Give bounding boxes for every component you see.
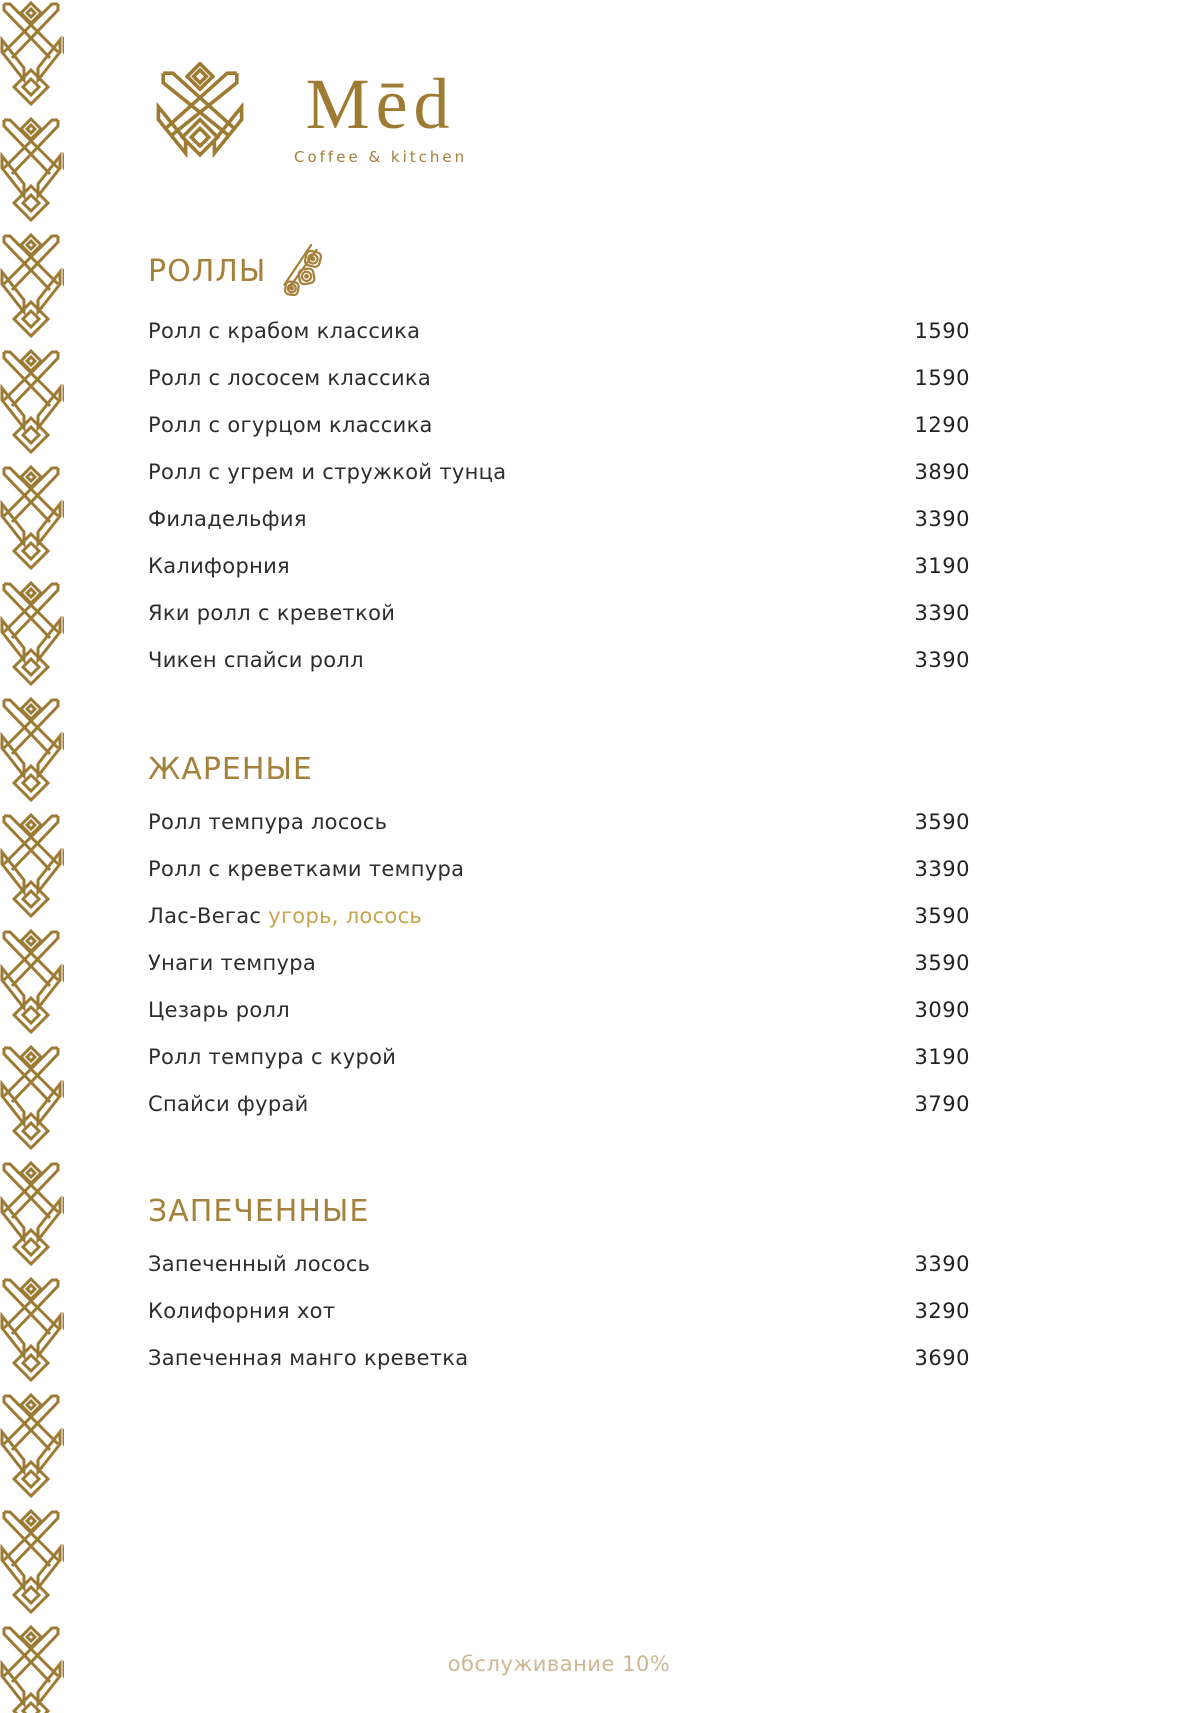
menu-item-row — [148, 636, 970, 683]
item-name: Ролл темпура с курой — [148, 1044, 397, 1069]
item-name: Запеченная манго креветка — [148, 1345, 469, 1370]
item-name: Филадельфия — [148, 506, 307, 531]
menu-item-row — [148, 798, 970, 845]
menu-sections — [148, 248, 970, 1381]
item-note: угорь, лосось — [261, 903, 423, 928]
section-rows — [148, 1240, 970, 1381]
menu-item-row — [148, 892, 970, 939]
item-name: Унаги темпура — [148, 950, 317, 975]
item-name: Ролл с крабом классика — [148, 318, 421, 343]
item-name: Лас-Вегас угорь, лосось — [148, 903, 423, 928]
logo — [148, 62, 970, 174]
item-price: 3090 — [914, 997, 970, 1022]
item-price: 1290 — [914, 412, 970, 437]
item-price: 3190 — [914, 1044, 970, 1069]
item-price: 3590 — [914, 903, 970, 928]
section-title — [148, 248, 970, 296]
service-note: обслуживание 10% — [447, 1652, 671, 1676]
menu-item-row — [148, 542, 970, 589]
menu-item-row — [148, 307, 970, 354]
menu-section — [148, 248, 970, 683]
item-price: 3290 — [914, 1298, 970, 1323]
item-name: Ролл с огурцом классика — [148, 412, 433, 437]
item-price: 3390 — [914, 506, 970, 531]
menu-item-row — [148, 1033, 970, 1080]
section-rows — [148, 798, 970, 1127]
menu-item-row — [148, 1080, 970, 1127]
item-name: Ролл с лососем классика — [148, 365, 432, 390]
menu-item-row — [148, 495, 970, 542]
item-name: Чикен спайси ролл — [148, 647, 364, 672]
item-price: 3690 — [914, 1345, 970, 1370]
item-name: Цезарь ролл — [148, 997, 290, 1022]
item-price: 3390 — [914, 647, 970, 672]
menu-item-row — [148, 939, 970, 986]
logo-text — [294, 64, 468, 166]
section-title-label: ЗАПЕЧЕННЫЕ — [148, 1194, 370, 1229]
item-price: 1590 — [914, 318, 970, 343]
menu-item-row — [148, 589, 970, 636]
item-name: Спайси фурай — [148, 1091, 309, 1116]
section-title-label: РОЛЛЫ — [148, 254, 267, 289]
section-title — [148, 753, 970, 787]
item-price: 3590 — [914, 950, 970, 975]
menu-section — [148, 1195, 970, 1381]
item-price: 3390 — [914, 1251, 970, 1276]
item-price: 3590 — [914, 809, 970, 834]
item-price: 3390 — [914, 600, 970, 625]
menu-item-row — [148, 1240, 970, 1287]
item-name: Ролл с креветками темпура — [148, 856, 465, 881]
item-price: 3190 — [914, 553, 970, 578]
menu-item-row — [148, 1287, 970, 1334]
item-price: 3390 — [914, 856, 970, 881]
item-name: Яки ролл с креветкой — [148, 600, 396, 625]
item-name: Ролл с угрем и стружкой тунца — [148, 459, 507, 484]
section-rows — [148, 307, 970, 683]
section-title-label: ЖАРЕНЫЕ — [148, 752, 313, 787]
item-price: 3890 — [914, 459, 970, 484]
item-name: Запеченный лосось — [148, 1251, 371, 1276]
menu-item-row — [148, 354, 970, 401]
sushi-rolls-icon — [278, 242, 324, 296]
menu-item-row — [148, 1334, 970, 1381]
menu-item-row — [148, 401, 970, 448]
item-name: Колифорния хот — [148, 1298, 336, 1323]
border-ornament-icon — [0, 0, 64, 1713]
menu-section — [148, 753, 970, 1127]
item-name: Ролл темпура лосось — [148, 809, 388, 834]
menu-item-row — [148, 845, 970, 892]
logo-subtitle: Coffee & kitchen — [294, 148, 468, 166]
item-price: 3790 — [914, 1091, 970, 1116]
logo-title: Mēd — [305, 64, 456, 144]
item-name: Калифорния — [148, 553, 290, 578]
menu-content — [148, 0, 970, 1381]
menu-item-row — [148, 448, 970, 495]
logo-mark-icon — [150, 62, 250, 174]
menu-item-row — [148, 986, 970, 1033]
item-price: 1590 — [914, 365, 970, 390]
section-title — [148, 1195, 970, 1229]
